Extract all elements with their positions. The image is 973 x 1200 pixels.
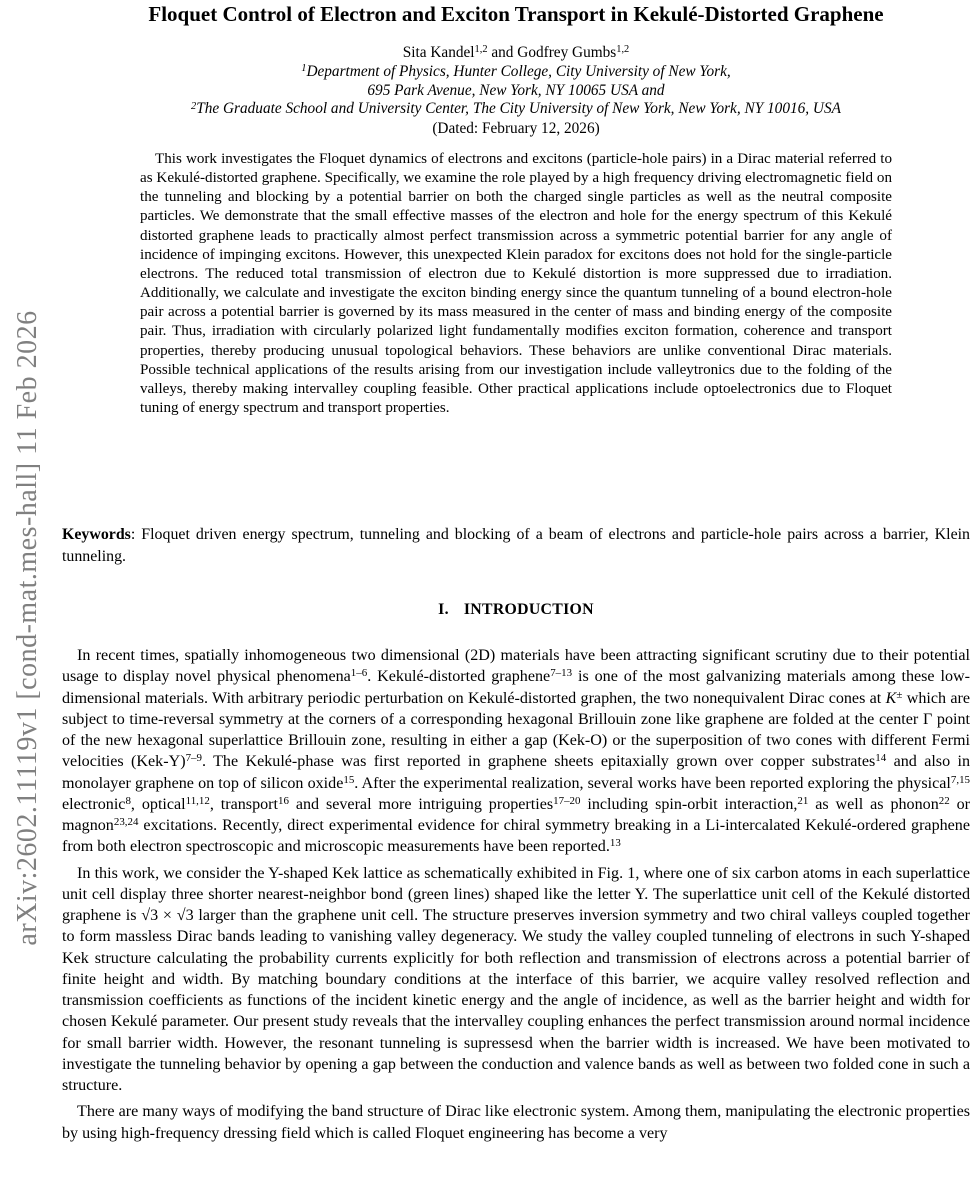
- keywords-line: Keywords: Floquet driven energy spectrum, tunneling and blocking of a beam of electrons and particle-hole pairs across a barrier, Klein tunneling.: [62, 526, 970, 565]
- paper-content: [62, 0, 970, 1200]
- intro-paragraph-2: In this work, we consider the Y-shaped Kek lattice as schematically exhibited in Fig. 1, where one of six carbon atoms in each superlattice unit cell display three shorter nearest-neighbor bond (green lines) shaped like the letter Y. The superlattice unit cell of the Kekulé distorted graphene is √3 × √3 larger than the graphene unit cell. The structure preserves inversion symmetry and two chiral valleys coupled together to form massless Dirac bands leading to vanishing valley degeneracy. We study the valley coupled tunneling of electrons in such Y-shaped Kek structure calculating the probability currents explicitly for both reflection and transmission of electrons across a potential barrier of finite height and width. By matching boundary conditions at the interface of this barrier, we acquire valley resolved reflection and transmission coefficients as functions of the incident kinetic energy and the angle of incidence, as well as the barrier height and width for chosen Kekulé parameter. Our present study reveals that the intervalley coupling enhances the perfect transmission around normal incidence for small barrier width. However, the resonant tunneling is supressesd when the barrier width is increased. We have been motivated to investigate the tunneling behavior by opening a gap between the conduction and valence bands as well as between two folded cone in such a structure.: [62, 864, 970, 1094]
- dated-line: (Dated: February 12, 2026): [432, 120, 600, 138]
- abstract-text: This work investigates the Floquet dynamics of electrons and excitons (particle-hole pairs) in a Dirac material referred to as Kekulé-distorted graphene. Specifically, we examine the role played by a high frequency driving electromagnetic field on the tunneling and blocking by a potential barrier on both the charged single particles as well as the neutral composite particles. We demonstrate that the small effective masses of the electron and hole for the energy spectrum of this Kekulé distorted graphene leads to practically almost perfect transmission across a symmetric potential barrier for any angle of incidence of impinging excitons. However, this unexpected Klein paradox for excitons does not hold for the single-particle electrons. The reduced total transmission of electron due to Kekulé distortion is more suppressed due to irradiation. Additionally, we calculate and investigate the exciton binding energy since the quantum tunneling of a bound electron-hole pair across a potential barrier is governed by its mass measured in the center of mass and binding energy of the composite pair. Thus, irradiation with circularly polarized light fundamentally modifies exciton formation, coherence and transport properties, thereby producing unusual topological behaviors. These behaviors are unlike conventional Dirac materials. Possible technical applications of the results arising from our investigation include valleytronics due to the folding of the valleys, thereby making intervalley coupling feasible. Other practical applications include optoelectronics due to Floquet tuning of energy spectrum and transport properties.: [140, 151, 892, 417]
- author-block: [62, 44, 970, 139]
- section-heading: [62, 601, 970, 619]
- section-title: INTRODUCTION: [463, 601, 594, 618]
- paper-title: Floquet Control of Electron and Exciton Transport in Kekulé-Distorted Graphene: [148, 2, 884, 26]
- introduction-body: [62, 645, 970, 1144]
- affiliation-1-address: 695 Park Avenue, New York, NY 10065 USA and: [367, 81, 665, 99]
- intro-paragraph-1: In recent times, spatially inhomogeneous two dimensional (2D) materials have been attracting significant scrutiny due to their potential usage to display novel physical phenomena$^{1-6}$. Kekulé-distorted graphene$^{7-13}$ is one of the most galvanizing materials among these low-dimensional materials. With arbitrary periodic perturbation on Kekulé-distorted graphen, the two nonequivalent Dirac cones at K± which are subject to time-reversal symmetry at the corners of a corresponding hexagonal Brillouin zone like graphene are folded at the center Γ point of the new hexagonal superlattice Brillouin zone, resulting in either a gap (Kek-O) or the superposition of two cones with different Fermi velocities $(Kek-Y)^{7-9}$. The Kekulé-phase was first reported in graphene sheets epitaxially grown over copper substrates$^{14}$ and also in monolayer graphene on top of silicon oxide$^{15}$. After the experimental realization, several works have been reported exploring the physical$^{7,15}$ electronic$^8$, optical$^{11,12}$, transport$^{16}$ and several more intriguing properties$^{17-20}$ including spin-orbit interaction,$^{21}$ as well as phonon$^{22}$ or magnon$^{23,24}$ excitations. Recently, direct experimental evidence for chiral symmetry breaking in a Li-intercalated Kekulé-ordered graphene from both electron spectroscopic and microscopic measurements have been reported.$^{13}$: [62, 647, 970, 856]
- intro-paragraph-3: There are many ways of modifying the band structure of Dirac like electronic system. Among them, manipulating the electronic properties by using high-frequency dressing field which is called Floquet engineering has become a very: [62, 1103, 970, 1142]
- authors-line: Sita Kandel$^{1,2}$ and Godfrey Gumbs$^{1,2}$: [402, 44, 630, 61]
- affiliation-2: $^2$The Graduate School and University Center, The City University of New York, New York, NY 10016, USA: [191, 100, 841, 118]
- affiliation-1: $^1$Department of Physics, Hunter College, City University of New York,: [301, 62, 731, 80]
- arxiv-watermark: arXiv:2602.11119v1 [cond-mat.mes-hall] 11 Feb 2026: [12, 310, 43, 946]
- section-number: I.: [438, 601, 449, 618]
